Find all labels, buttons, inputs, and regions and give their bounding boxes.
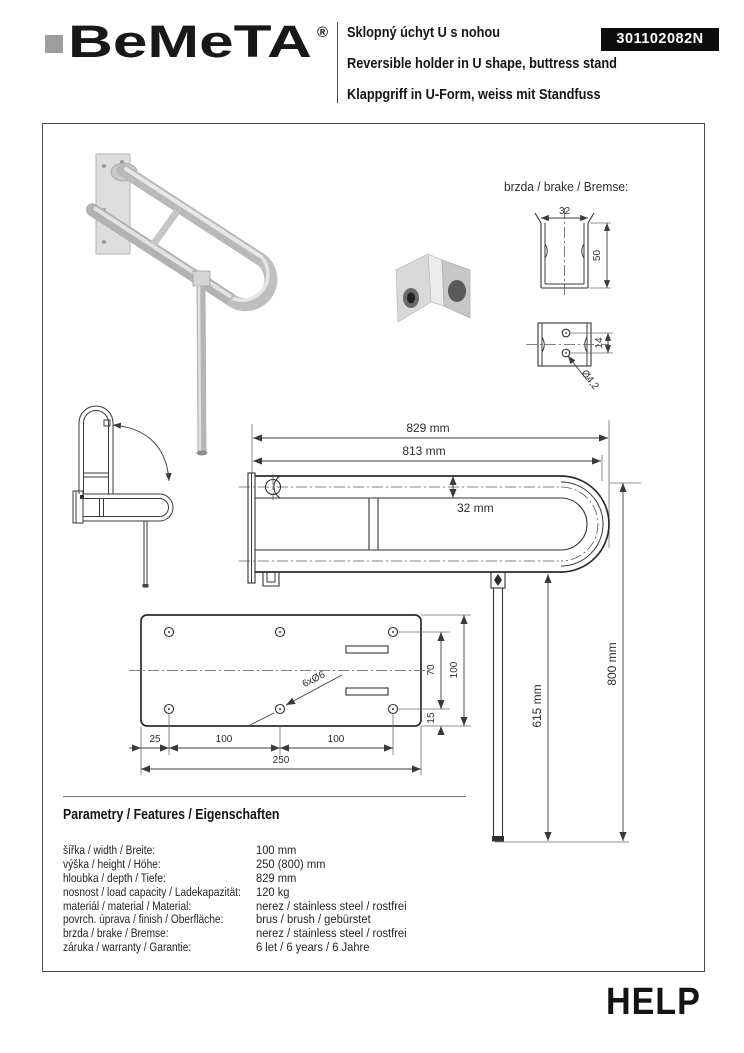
holes-callout <box>250 669 342 725</box>
brake-photo-left-face <box>396 254 431 322</box>
dim-hole-row-spacing: 70 <box>426 664 437 676</box>
table-row <box>63 926 503 940</box>
height-dimensions <box>495 483 641 842</box>
registered-trademark-icon: ® <box>317 24 329 41</box>
dim-brake-width: 32 <box>558 206 571 217</box>
drawing-area <box>42 123 705 972</box>
brake-dimension-drawing <box>523 206 628 411</box>
brake-front-view <box>535 206 611 296</box>
dim-edge-offset: 25 <box>149 734 161 745</box>
param-label: hloubka / depth / Tiefe: <box>63 870 166 885</box>
param-label: šířka / width / Breite: <box>63 843 156 857</box>
header-divider <box>337 22 338 103</box>
hinge-lobe <box>274 476 280 498</box>
plate-slot-bottom <box>346 688 388 695</box>
section-divider <box>63 796 466 797</box>
plate-holes <box>165 628 398 714</box>
swing-arrow <box>104 420 169 481</box>
product-code-badge: 301102082N <box>601 28 719 51</box>
dim-brake-hole-diameter: Ø4,2 <box>578 368 601 392</box>
param-value: nerez / stainless steel / rostfrei <box>256 926 407 941</box>
param-value: nerez / stainless steel / rostfrei <box>256 898 407 913</box>
dim-pitch-left: 100 <box>215 734 233 745</box>
param-value: 250 (800) mm <box>256 856 326 871</box>
mounting-plate-drawing <box>129 615 471 775</box>
dim-holes-label: 6xØ6 <box>300 669 328 691</box>
param-label: záruka / warranty / Garantie: <box>63 940 192 955</box>
leg-foot <box>492 836 504 842</box>
dim-leg-height: 615 mm <box>530 684 544 728</box>
table-row <box>63 940 503 954</box>
table-row <box>63 912 503 926</box>
product-title-en: Reversible holder in U shape, buttress stand <box>347 55 617 72</box>
grab-bar-side-view <box>239 474 609 586</box>
dim-brake-hole-spacing: 14 <box>594 337 605 349</box>
folded-wall-plate <box>73 491 84 523</box>
param-value: 829 mm <box>256 870 297 885</box>
plate-width-dimensions <box>129 714 421 775</box>
tube-diameter-dimension <box>453 476 494 515</box>
dim-bottom-offset: 15 <box>426 712 437 724</box>
dim-overall-width: 250 <box>272 755 290 766</box>
brand-logo: BeMeTA <box>68 16 312 67</box>
param-value: 100 mm <box>256 843 297 857</box>
param-label: povrch. úprava / finish / Oberfläche: <box>63 912 224 927</box>
param-value: brus / brush / gebürstet <box>256 912 371 927</box>
wall-bracket <box>263 572 279 586</box>
bar-down-position <box>83 494 173 521</box>
dim-tube-diameter: 32 mm <box>457 501 494 515</box>
table-row <box>63 899 503 913</box>
param-label: výška / height / Höhe: <box>63 856 161 871</box>
folded-position-drawing <box>59 401 234 596</box>
parameters-heading: Parametry / Features / Eigenschaften <box>63 807 280 823</box>
table-row <box>63 871 503 885</box>
product-title-de: Klappgriff in U-Form, weiss mit Standfuss <box>347 86 601 103</box>
table-row <box>63 857 503 871</box>
leg-bolt-icon <box>494 574 502 586</box>
dim-plate-height: 100 <box>449 661 460 679</box>
table-row <box>63 885 503 899</box>
photo-crossbar <box>154 210 177 245</box>
param-label: brzda / brake / Bremse: <box>63 926 169 941</box>
dim-overall-length: 829 mm <box>406 421 450 435</box>
brake-top-view <box>526 323 613 392</box>
param-label: materiál / material / Material: <box>63 898 192 913</box>
wall-plate-side-view <box>248 473 255 583</box>
brake-photo <box>384 244 479 339</box>
dim-pitch-right: 100 <box>327 734 345 745</box>
parameters-table <box>63 843 503 954</box>
param-value: 6 let / 6 years / 6 Jahre <box>256 940 370 955</box>
dim-grip-length: 813 mm <box>402 444 446 458</box>
param-label: nosnost / load capacity / Ladekapazität: <box>63 884 241 899</box>
help-brand-mark: HELP <box>606 981 701 1023</box>
plate-slot-top <box>346 646 388 653</box>
folded-leg <box>143 521 149 588</box>
brake-section-label: brzda / brake / Bremse: <box>504 179 629 194</box>
plate-height-dimensions <box>398 615 471 734</box>
brake-photo-hole-right <box>448 280 466 302</box>
product-title-cs: Sklopný úchyt U s nohou <box>347 24 501 41</box>
dim-overall-height: 800 mm <box>605 642 619 686</box>
support-leg <box>491 572 505 842</box>
bar-up-position <box>79 406 113 494</box>
table-row <box>63 843 503 857</box>
param-value: 120 kg <box>256 884 290 899</box>
dim-brake-height: 50 <box>592 249 603 262</box>
logo-square-icon <box>45 35 63 53</box>
pivot-circle <box>266 480 281 495</box>
